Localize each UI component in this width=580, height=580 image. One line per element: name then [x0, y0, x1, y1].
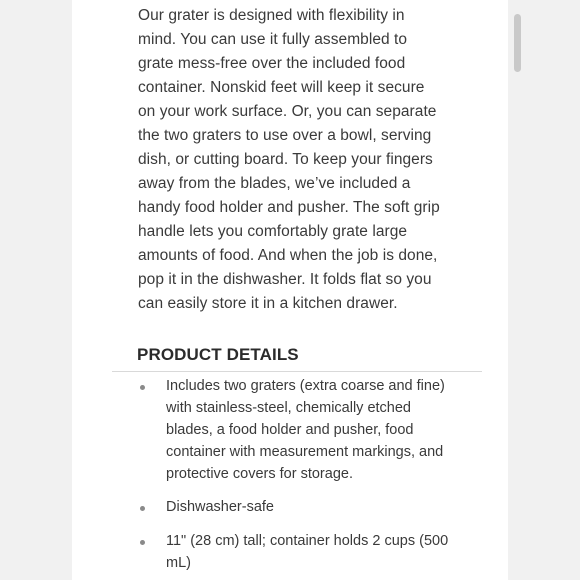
description-line: amounts of food. And when the job is done,: [138, 247, 438, 264]
list-item-text: [166, 530, 496, 574]
bullet-icon: [140, 385, 145, 390]
section-divider: [112, 371, 482, 372]
description-line: away from the blades, we’ve included a: [138, 175, 411, 192]
list-item-line: with stainless-steel, chemically etched: [166, 400, 411, 416]
list-item-text: [166, 496, 496, 518]
description-line: container. Nonskid feet will keep it secure: [138, 79, 425, 96]
list-item-line: Includes two graters (extra coarse and fine): [166, 378, 445, 394]
description-line: grate mess-free over the included food: [138, 55, 406, 72]
list-item-line: mL): [166, 555, 191, 571]
list-item-line: blades, a food holder and pusher, food: [166, 422, 414, 438]
list-item-text: [166, 375, 496, 485]
description-line: handy food holder and pusher. The soft grip: [138, 199, 440, 216]
list-item-line: protective covers for storage.: [166, 466, 353, 482]
scrollbar-thumb[interactable]: [514, 14, 521, 72]
description-line: mind. You can use it fully assembled to: [138, 31, 408, 48]
description-line: dish, or cutting board. To keep your fingers: [138, 151, 433, 168]
bullet-icon: [140, 540, 145, 545]
bullet-icon: [140, 506, 145, 511]
description-line: pop it in the dishwasher. It folds flat so you: [138, 271, 432, 288]
list-item-line: Dishwasher-safe: [166, 499, 274, 515]
description-line: handle lets you comfortably grate large: [138, 223, 408, 240]
list-item-line: 11" (28 cm) tall; container holds 2 cups (500: [166, 533, 449, 549]
product-description: [138, 4, 488, 316]
product-details-heading: PRODUCT DETAILS: [137, 345, 299, 364]
description-line: can easily store it in a kitchen drawer.: [138, 295, 398, 312]
product-content-panel: [72, 0, 508, 580]
description-line: the two graters to use over a bowl, serving: [138, 127, 432, 144]
description-line: on your work surface. Or, you can separate: [138, 103, 437, 120]
list-item-line: container with measurement markings, and: [166, 444, 444, 460]
description-line: Our grater is designed with flexibility in: [138, 7, 405, 24]
